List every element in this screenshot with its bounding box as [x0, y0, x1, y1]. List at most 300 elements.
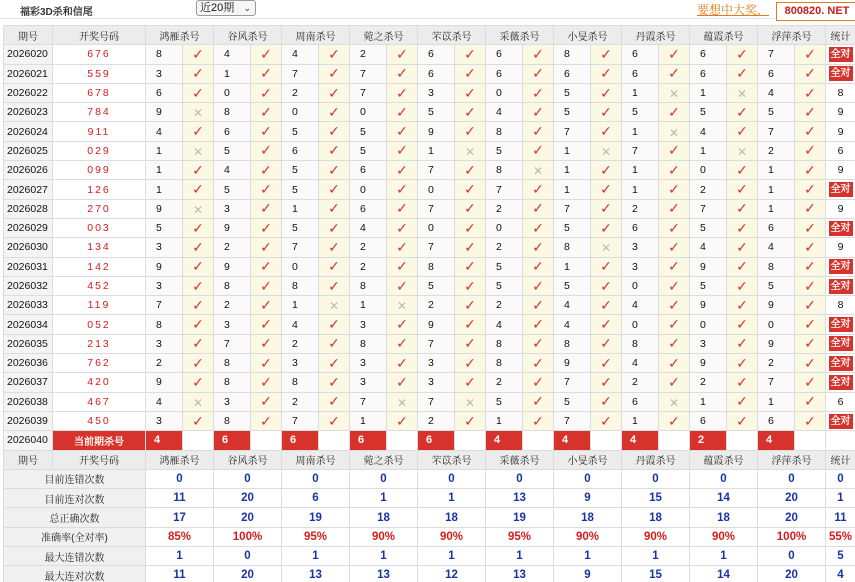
stats-header-expert: 鸿雁杀号 [146, 450, 214, 469]
result-mark-cell [455, 199, 486, 218]
kill-number-cell: 0 [690, 315, 727, 334]
kill-number-cell: 8 [758, 257, 795, 276]
kill-number-cell: 7 [214, 334, 251, 353]
kill-number-cell: 2 [350, 238, 387, 257]
result-mark-cell [251, 276, 282, 295]
stats-value: 13 [282, 566, 350, 582]
cross-icon: ✕ [192, 202, 204, 217]
kill-number-cell: 6 [486, 45, 523, 64]
period-range-value: 近20期 [200, 2, 235, 14]
check-icon: ✓ [532, 373, 544, 390]
kill-number-cell: 4 [486, 103, 523, 122]
stats-value: 13 [486, 566, 554, 582]
result-mark-cell [795, 218, 826, 237]
kill-number-cell: 5 [486, 392, 523, 411]
kill-number-cell: 3 [622, 238, 659, 257]
check-icon: ✓ [328, 181, 340, 198]
kill-number-cell: 2 [486, 199, 523, 218]
result-mark-cell [795, 83, 826, 102]
kill-number-cell: 4 [214, 161, 251, 180]
check-icon: ✓ [600, 277, 612, 294]
check-icon: ✓ [532, 200, 544, 217]
stats-value: 18 [690, 508, 758, 527]
result-mark-cell [183, 411, 214, 430]
kill-number-cell: 2 [282, 83, 319, 102]
kill-number-cell: 2 [486, 296, 523, 315]
draw-number-cell: 099 [53, 161, 146, 180]
draw-number-cell: 911 [53, 122, 146, 141]
check-icon: ✓ [600, 354, 612, 371]
result-mark-cell [183, 180, 214, 199]
result-mark-cell [319, 373, 350, 392]
result-mark-cell [591, 238, 622, 257]
current-issue-row [4, 431, 855, 450]
kill-number-cell: 8 [554, 334, 591, 353]
stats-value: 0 [418, 469, 486, 488]
check-icon: ✓ [804, 393, 816, 410]
result-mark-cell [591, 334, 622, 353]
kill-number-cell: 6 [758, 411, 795, 430]
kill-number-cell: 7 [418, 392, 455, 411]
result-mark-cell [591, 45, 622, 64]
row-count-cell [826, 296, 855, 315]
result-mark-cell [795, 199, 826, 218]
result-mark-cell [591, 373, 622, 392]
stats-value: 18 [554, 508, 622, 527]
kill-number-cell: 2 [146, 354, 183, 373]
check-icon: ✓ [328, 123, 340, 140]
check-icon: ✓ [464, 200, 476, 217]
check-icon: ✓ [736, 238, 748, 255]
kill-number-cell: 9 [146, 103, 183, 122]
hit-count: 9 [837, 106, 844, 119]
stats-value: 1 [486, 547, 554, 566]
stats-value: 20 [214, 489, 282, 508]
stats-value: 0 [214, 547, 282, 566]
result-mark-cell [183, 238, 214, 257]
check-icon: ✓ [804, 45, 816, 62]
kill-number-cell: 4 [486, 315, 523, 334]
kill-number-cell: 3 [418, 83, 455, 102]
result-mark-cell [251, 103, 282, 122]
result-mark-cell [795, 161, 826, 180]
issue-cell: 2026027 [4, 180, 53, 199]
kill-number-cell: 5 [486, 257, 523, 276]
result-mark-cell [251, 199, 282, 218]
check-icon: ✓ [260, 84, 272, 101]
draw-number-cell: 142 [53, 257, 146, 276]
check-icon: ✓ [192, 181, 204, 198]
check-icon: ✓ [464, 373, 476, 390]
kill-number-cell: 5 [350, 141, 387, 160]
result-mark-cell [251, 411, 282, 430]
check-icon: ✓ [260, 373, 272, 390]
kill-number-cell: 6 [758, 218, 795, 237]
result-mark-cell [659, 276, 690, 295]
cross-icon: ✕ [736, 87, 748, 102]
result-mark-cell [591, 276, 622, 295]
result-mark-cell [319, 315, 350, 334]
stats-total: 4 [826, 566, 855, 582]
site-badge: 800820. NET [776, 2, 855, 21]
kill-number-cell: 9 [146, 257, 183, 276]
stats-label: 准确率(全对率) [4, 527, 146, 546]
check-icon: ✓ [260, 277, 272, 294]
result-mark-cell [387, 218, 418, 237]
kill-number-cell: 7 [146, 296, 183, 315]
kill-number-cell: 6 [418, 45, 455, 64]
check-icon: ✓ [668, 103, 680, 120]
kill-number-cell: 6 [350, 199, 387, 218]
result-mark-cell [591, 296, 622, 315]
check-icon: ✓ [464, 354, 476, 371]
check-icon: ✓ [804, 181, 816, 198]
kill-number-cell: 4 [282, 315, 319, 334]
result-mark-cell [795, 64, 826, 83]
kill-number-cell: 1 [554, 141, 591, 160]
cross-icon: ✕ [668, 125, 680, 140]
result-mark-cell [319, 141, 350, 160]
result-mark-cell [183, 83, 214, 102]
table-row [4, 296, 855, 315]
result-mark-cell [727, 257, 758, 276]
check-icon: ✓ [804, 219, 816, 236]
kill-number-cell: 5 [282, 218, 319, 237]
current-kill-spacer [727, 431, 758, 450]
stats-value: 0 [554, 469, 622, 488]
result-mark-cell [727, 122, 758, 141]
table-header-row [4, 26, 855, 45]
stats-header-expert: 丹霞杀号 [622, 450, 690, 469]
header-expert: 周南杀号 [282, 26, 350, 45]
result-mark-cell [727, 296, 758, 315]
check-icon: ✓ [736, 277, 748, 294]
check-icon: ✓ [396, 238, 408, 255]
result-mark-cell [523, 354, 554, 373]
result-mark-cell [183, 315, 214, 334]
kill-number-cell: 8 [350, 276, 387, 295]
issue-cell: 2026033 [4, 296, 53, 315]
check-icon: ✓ [192, 373, 204, 390]
draw-number-cell: 003 [53, 218, 146, 237]
check-icon: ✓ [668, 142, 680, 159]
promo-link[interactable]: 要想中大奖， [697, 3, 770, 17]
check-icon: ✓ [260, 354, 272, 371]
result-mark-cell [183, 276, 214, 295]
stats-value: 1 [350, 489, 418, 508]
result-mark-cell [251, 296, 282, 315]
check-icon: ✓ [532, 65, 544, 82]
result-mark-cell [251, 315, 282, 334]
check-icon: ✓ [668, 161, 680, 178]
kill-number-cell: 7 [418, 161, 455, 180]
result-mark-cell [183, 334, 214, 353]
kill-number-cell: 1 [758, 180, 795, 199]
all-hit-badge: 全对 [830, 68, 851, 80]
kill-number-cell: 9 [690, 296, 727, 315]
kill-number-cell: 3 [418, 354, 455, 373]
result-mark-cell [795, 257, 826, 276]
kill-number-cell: 2 [486, 373, 523, 392]
check-icon: ✓ [804, 65, 816, 82]
stats-value: 95% [486, 527, 554, 546]
check-icon: ✓ [804, 258, 816, 275]
kill-number-cell: 6 [418, 64, 455, 83]
result-mark-cell [523, 334, 554, 353]
check-icon: ✓ [464, 103, 476, 120]
result-mark-cell [319, 354, 350, 373]
kill-number-cell: 8 [214, 276, 251, 295]
kill-number-cell: 6 [622, 392, 659, 411]
stats-value: 90% [690, 527, 758, 546]
row-count-cell [826, 354, 855, 373]
kill-number-cell: 4 [350, 218, 387, 237]
issue-cell: 2026020 [4, 45, 53, 64]
row-count-cell [826, 64, 855, 83]
stats-value: 20 [214, 508, 282, 527]
check-icon: ✓ [328, 412, 340, 429]
kill-number-cell: 7 [486, 180, 523, 199]
result-mark-cell [727, 315, 758, 334]
result-mark-cell [387, 334, 418, 353]
check-icon: ✓ [328, 277, 340, 294]
stats-value: 100% [214, 527, 282, 546]
header-expert: 丹霞杀号 [622, 26, 690, 45]
kill-number-cell: 2 [690, 373, 727, 392]
kill-number-cell: 6 [214, 122, 251, 141]
result-mark-cell [659, 45, 690, 64]
check-icon: ✓ [192, 219, 204, 236]
result-mark-cell [319, 334, 350, 353]
stats-header-expert: 蕴霞杀号 [690, 450, 758, 469]
kill-number-cell: 5 [690, 103, 727, 122]
check-icon: ✓ [804, 200, 816, 217]
current-kill-number: 4 [622, 431, 659, 450]
row-count-cell [826, 122, 855, 141]
kill-number-cell: 7 [418, 334, 455, 353]
period-range-select[interactable] [196, 0, 256, 16]
stats-value: 18 [622, 508, 690, 527]
current-kill-number: 6 [418, 431, 455, 450]
hit-count: 9 [837, 241, 844, 254]
current-kill-spacer [319, 431, 350, 450]
kill-number-cell: 4 [758, 83, 795, 102]
cross-icon: ✕ [600, 241, 612, 256]
stats-value: 1 [554, 547, 622, 566]
table-row [4, 238, 855, 257]
stats-row [4, 489, 855, 508]
result-mark-cell [251, 45, 282, 64]
stats-row [4, 469, 855, 488]
cross-icon: ✕ [192, 395, 204, 410]
stats-value: 1 [690, 547, 758, 566]
stats-row [4, 527, 855, 546]
kill-number-cell: 0 [350, 180, 387, 199]
check-icon: ✓ [192, 335, 204, 352]
check-icon: ✓ [532, 296, 544, 313]
result-mark-cell [795, 354, 826, 373]
stats-header-expert: 浮萍杀号 [758, 450, 826, 469]
issue-cell: 2026028 [4, 199, 53, 218]
kill-number-cell: 7 [690, 199, 727, 218]
stats-header-row [4, 450, 855, 469]
check-icon: ✓ [668, 181, 680, 198]
kill-number-cell: 8 [350, 334, 387, 353]
result-mark-cell [387, 276, 418, 295]
result-mark-cell [455, 122, 486, 141]
current-issue-cell: 2026040 [4, 431, 53, 450]
result-mark-cell [795, 103, 826, 122]
check-icon: ✓ [600, 161, 612, 178]
kill-number-cell: 2 [282, 392, 319, 411]
result-mark-cell [727, 180, 758, 199]
cross-icon: ✕ [396, 395, 408, 410]
check-icon: ✓ [328, 65, 340, 82]
check-icon: ✓ [396, 84, 408, 101]
kill-number-cell: 3 [146, 64, 183, 83]
kill-number-cell: 2 [758, 141, 795, 160]
check-icon: ✓ [260, 258, 272, 275]
result-mark-cell [795, 334, 826, 353]
draw-number-cell: 270 [53, 199, 146, 218]
kill-number-cell: 9 [554, 354, 591, 373]
table-row [4, 83, 855, 102]
header-issue: 期号 [4, 26, 53, 45]
kill-number-cell: 4 [282, 45, 319, 64]
row-count-cell [826, 161, 855, 180]
kill-number-cell: 8 [486, 334, 523, 353]
result-mark-cell [319, 392, 350, 411]
result-mark-cell [251, 334, 282, 353]
check-icon: ✓ [260, 103, 272, 120]
stats-value: 0 [486, 469, 554, 488]
check-icon: ✓ [668, 296, 680, 313]
check-icon: ✓ [736, 373, 748, 390]
stats-value: 90% [622, 527, 690, 546]
check-icon: ✓ [396, 161, 408, 178]
result-mark-cell [455, 411, 486, 430]
stats-total: 1 [826, 489, 855, 508]
result-mark-cell [387, 180, 418, 199]
result-mark-cell [319, 199, 350, 218]
kill-number-cell: 9 [214, 257, 251, 276]
check-icon: ✓ [600, 219, 612, 236]
kill-number-cell: 9 [758, 296, 795, 315]
current-kill-spacer [659, 431, 690, 450]
issue-cell: 2026025 [4, 141, 53, 160]
check-icon: ✓ [328, 84, 340, 101]
check-icon: ✓ [600, 84, 612, 101]
result-mark-cell [795, 238, 826, 257]
check-icon: ✓ [804, 238, 816, 255]
kill-number-cell: 1 [758, 199, 795, 218]
kill-number-cell: 4 [622, 354, 659, 373]
stats-total: 5 [826, 547, 855, 566]
draw-number-cell: 420 [53, 373, 146, 392]
draw-number-cell: 126 [53, 180, 146, 199]
result-mark-cell [727, 141, 758, 160]
check-icon: ✓ [736, 200, 748, 217]
stats-value: 6 [282, 489, 350, 508]
stats-header-expert: 谷风杀号 [214, 450, 282, 469]
kill-number-cell: 1 [554, 257, 591, 276]
check-icon: ✓ [532, 45, 544, 62]
check-icon: ✓ [532, 84, 544, 101]
check-icon: ✓ [736, 219, 748, 236]
result-mark-cell [319, 161, 350, 180]
kill-number-cell: 1 [282, 296, 319, 315]
kill-number-cell: 7 [554, 373, 591, 392]
draw-number-cell: 676 [53, 45, 146, 64]
result-mark-cell [251, 238, 282, 257]
kill-number-cell: 1 [214, 64, 251, 83]
check-icon: ✓ [804, 296, 816, 313]
result-mark-cell [183, 257, 214, 276]
result-mark-cell [659, 334, 690, 353]
result-mark-cell [319, 296, 350, 315]
check-icon: ✓ [804, 84, 816, 101]
row-count-cell [826, 141, 855, 160]
header-draw: 开奖号码 [53, 26, 146, 45]
result-mark-cell [183, 64, 214, 83]
current-kill-label: 当前期杀号 [53, 431, 146, 450]
kill-number-cell: 6 [690, 411, 727, 430]
kill-number-cell: 5 [282, 161, 319, 180]
kill-number-cell: 5 [282, 122, 319, 141]
kill-number-cell: 7 [282, 64, 319, 83]
stats-header-count: 统计 [826, 450, 855, 469]
kill-number-cell: 3 [214, 199, 251, 218]
stats-value: 18 [350, 508, 418, 527]
kill-number-cell: 2 [282, 334, 319, 353]
result-mark-cell [659, 354, 690, 373]
table-row [4, 103, 855, 122]
result-mark-cell [319, 276, 350, 295]
check-icon: ✓ [328, 238, 340, 255]
stats-header-issue: 期号 [4, 450, 53, 469]
check-icon: ✓ [736, 103, 748, 120]
kill-number-cell: 5 [146, 218, 183, 237]
kill-number-cell: 5 [554, 103, 591, 122]
result-mark-cell [319, 238, 350, 257]
kill-number-cell: 5 [758, 103, 795, 122]
kill-number-cell: 5 [486, 276, 523, 295]
kill-number-cell: 0 [418, 218, 455, 237]
check-icon: ✓ [396, 277, 408, 294]
table-row [4, 45, 855, 64]
stats-value: 1 [418, 547, 486, 566]
result-mark-cell [523, 218, 554, 237]
stats-value: 90% [554, 527, 622, 546]
stats-total: 55% [826, 527, 855, 546]
kill-number-cell: 7 [554, 122, 591, 141]
all-hit-badge: 全对 [830, 338, 851, 350]
result-mark-cell [387, 411, 418, 430]
kill-number-cell: 0 [690, 161, 727, 180]
check-icon: ✓ [192, 84, 204, 101]
stats-row [4, 566, 855, 582]
result-mark-cell [387, 373, 418, 392]
kill-number-cell: 1 [554, 180, 591, 199]
stats-value: 9 [554, 566, 622, 582]
check-icon: ✓ [328, 258, 340, 275]
table-row [4, 199, 855, 218]
result-mark-cell [387, 354, 418, 373]
check-icon: ✓ [328, 354, 340, 371]
kill-number-cell: 6 [622, 45, 659, 64]
row-count-cell [826, 257, 855, 276]
stats-value: 13 [486, 489, 554, 508]
